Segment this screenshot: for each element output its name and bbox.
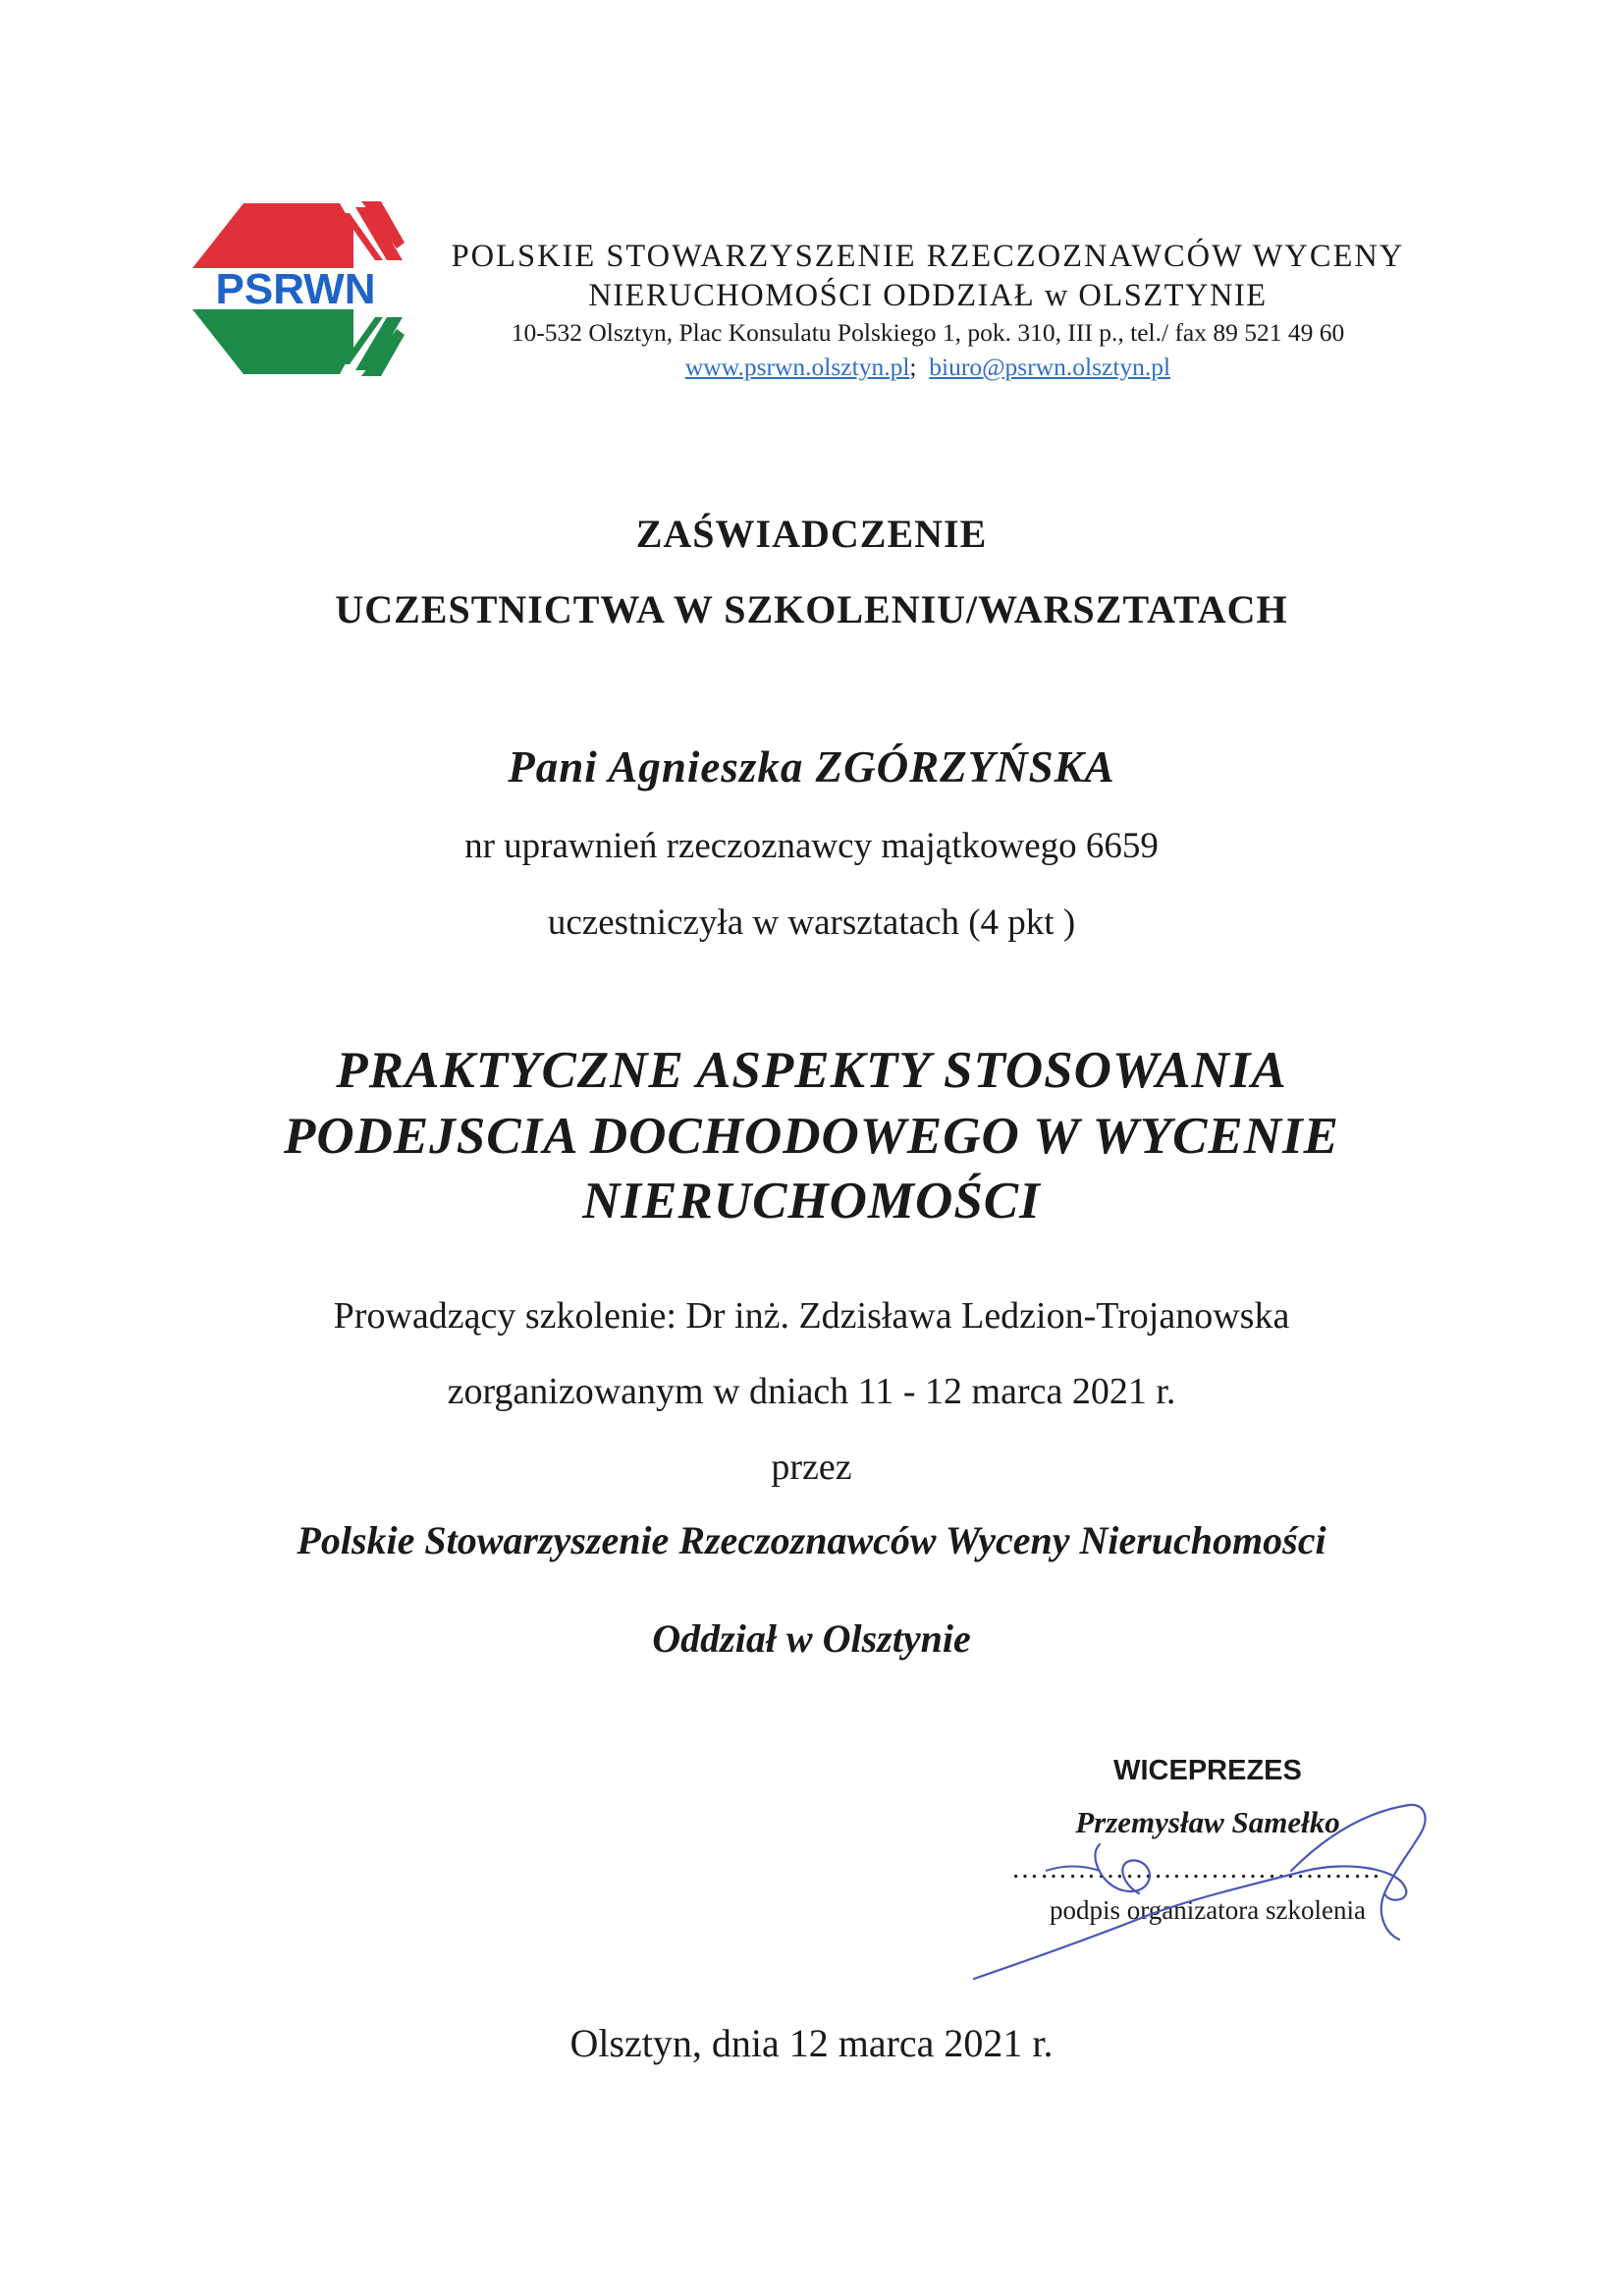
course-title-line-2: PODEJSCIA DOCHODOWEGO W WYCENIE	[283, 1108, 1340, 1165]
psrwn-logo	[185, 199, 406, 378]
logo-text: PSRWN	[215, 265, 376, 313]
participation-line: uczestniczyła w warsztatach (4 pkt )	[547, 902, 1076, 943]
signatory-name: Przemysław Samełko	[1075, 1805, 1340, 1839]
participant-name: Pani Agnieszka ZGÓRZYŃSKA	[508, 742, 1115, 792]
website-link[interactable]: www.psrwn.olsztyn.pl	[684, 353, 910, 381]
org-name-line1: POLSKIE STOWARZYSZENIE RZECZOZNAWCÓW WYCENY	[451, 239, 1405, 274]
org-contact-links	[432, 353, 1424, 382]
link-separator: ;	[909, 353, 917, 381]
course-title-line-3: NIERUCHOMOŚCI	[582, 1173, 1041, 1230]
place-and-date: Olsztyn, dnia 12 marca 2021 r.	[569, 2021, 1054, 2065]
signature-caption: podpis organizatora szkolenia	[1050, 1895, 1366, 1925]
organizer-line-1: Polskie Stowarzyszenie Rzeczoznawców Wyceny Nieruchomości	[297, 1518, 1326, 1562]
organizer-line-2: Oddział w Olsztynie	[652, 1616, 971, 1661]
email-link[interactable]: biuro@psrwn.olsztyn.pl	[929, 353, 1171, 381]
certificate-subtitle: UCZESTNICTWA W SZKOLENIU/WARSZTATACH	[335, 587, 1288, 631]
signature-dotted-line: …………………………………	[1011, 1854, 1381, 1885]
signatory-role: WICEPREZES	[1113, 1755, 1302, 1786]
org-address: 10-532 Olsztyn, Plac Konsulatu Polskiego 1, pok. 310, III p., tel./ fax 89 521 49 60	[511, 318, 1345, 347]
course-title-line-1: PRAKTYCZNE ASPEKTY STOSOWANIA	[336, 1042, 1287, 1099]
dates-line: zorganizowanym w dniach 11 - 12 marca 2021 r.	[447, 1371, 1176, 1412]
certificate-title: ZAŚWIADCZENIE	[635, 512, 988, 556]
org-name-line2: NIERUCHOMOŚCI ODDZIAŁ w OLSZTYNIE	[588, 278, 1268, 313]
by-line: przez	[771, 1447, 852, 1488]
license-number-line: nr uprawnień rzeczoznawcy majątkowego 6659	[464, 826, 1159, 866]
trainer-line: Prowadzący szkolenie: Dr inż. Zdzisława Ledzion-Trojanowska	[333, 1295, 1290, 1337]
handwritten-signature	[952, 1777, 1463, 1984]
